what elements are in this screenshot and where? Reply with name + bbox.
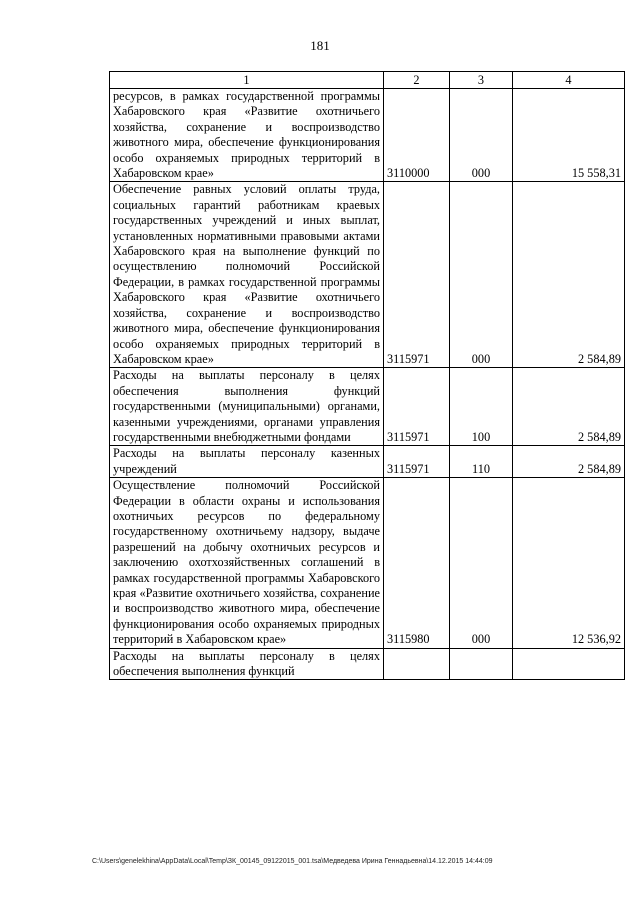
row-amount bbox=[513, 648, 625, 680]
budget-table bbox=[109, 71, 625, 680]
row-name: Осуществление полномочий Российской Федерации в области охраны и использования охотничьих ресурсов по федеральному государственному охотничьему надзору, выдаче разрешений на добычу охотничьих ресурсов и заключению охотхозяйственных соглашений в рамках государственной программы Хабаровского края «Развитие охотничьего хозяйства, сохранение и воспроизводство животного мира, обеспечение функционирования особо охраняемых природных территорий в Хабаровском крае» bbox=[110, 478, 384, 648]
row-type bbox=[450, 648, 513, 680]
table-row bbox=[110, 368, 625, 446]
row-code bbox=[384, 648, 450, 680]
file-path-footer: C:\Users\genelekhina\AppData\Local\Temp\ЗК_00145_09122015_001.tsa\Медведева Ирина Геннадьевна\14.12.2015 14:44:09 bbox=[92, 858, 493, 865]
table-row bbox=[110, 648, 625, 680]
row-code: 3115971 bbox=[384, 368, 450, 446]
row-type: 110 bbox=[450, 446, 513, 478]
row-amount: 2 584,89 bbox=[513, 446, 625, 478]
column-header-name: 1 bbox=[110, 72, 384, 89]
table-header-row bbox=[110, 72, 625, 89]
column-header-code: 2 bbox=[384, 72, 450, 89]
row-name: Расходы на выплаты персоналу казенных учреждений bbox=[110, 446, 384, 478]
table-row bbox=[110, 478, 625, 648]
row-type: 000 bbox=[450, 89, 513, 182]
row-amount: 2 584,89 bbox=[513, 368, 625, 446]
page-number: 181 bbox=[310, 38, 330, 53]
column-header-type: 3 bbox=[450, 72, 513, 89]
table-row bbox=[110, 182, 625, 368]
row-name: Расходы на выплаты персоналу в целях обеспечения выполнения функций bbox=[110, 648, 384, 680]
row-type: 100 bbox=[450, 368, 513, 446]
row-amount: 15 558,31 bbox=[513, 89, 625, 182]
table-row bbox=[110, 446, 625, 478]
row-code: 3115971 bbox=[384, 446, 450, 478]
row-code: 3115971 bbox=[384, 182, 450, 368]
row-name: ресурсов, в рамках государственной программы Хабаровского края «Развитие охотничьего хозяйства, сохранение и воспроизводство животного мира, обеспечение функционирования особо охраняемых природных территорий в Хабаровском крае» bbox=[110, 89, 384, 182]
row-name: Расходы на выплаты персоналу в целях обеспечения выполнения функций государственными (муниципальными) органами, казенными учреждениями, органами управления государственными внебюджетными фондами bbox=[110, 368, 384, 446]
row-code: 3115980 bbox=[384, 478, 450, 648]
row-amount: 12 536,92 bbox=[513, 478, 625, 648]
row-code: 3110000 bbox=[384, 89, 450, 182]
row-amount: 2 584,89 bbox=[513, 182, 625, 368]
row-type: 000 bbox=[450, 182, 513, 368]
row-name: Обеспечение равных условий оплаты труда, социальных гарантий работникам краевых государственных учреждений и иных выплат, установленных нормативными правовыми актами Хабаровского края на выполнение функций по осуществлению полномочий Российской Федерации, в рамках государственной программы Хабаровского края «Развитие охотничьего хозяйства, сохранение и воспроизводство животного мира, обеспечение функционирования особо охраняемых природных территорий в Хабаровском крае» bbox=[110, 182, 384, 368]
table-row bbox=[110, 89, 625, 182]
row-type: 000 bbox=[450, 478, 513, 648]
column-header-amount: 4 bbox=[513, 72, 625, 89]
